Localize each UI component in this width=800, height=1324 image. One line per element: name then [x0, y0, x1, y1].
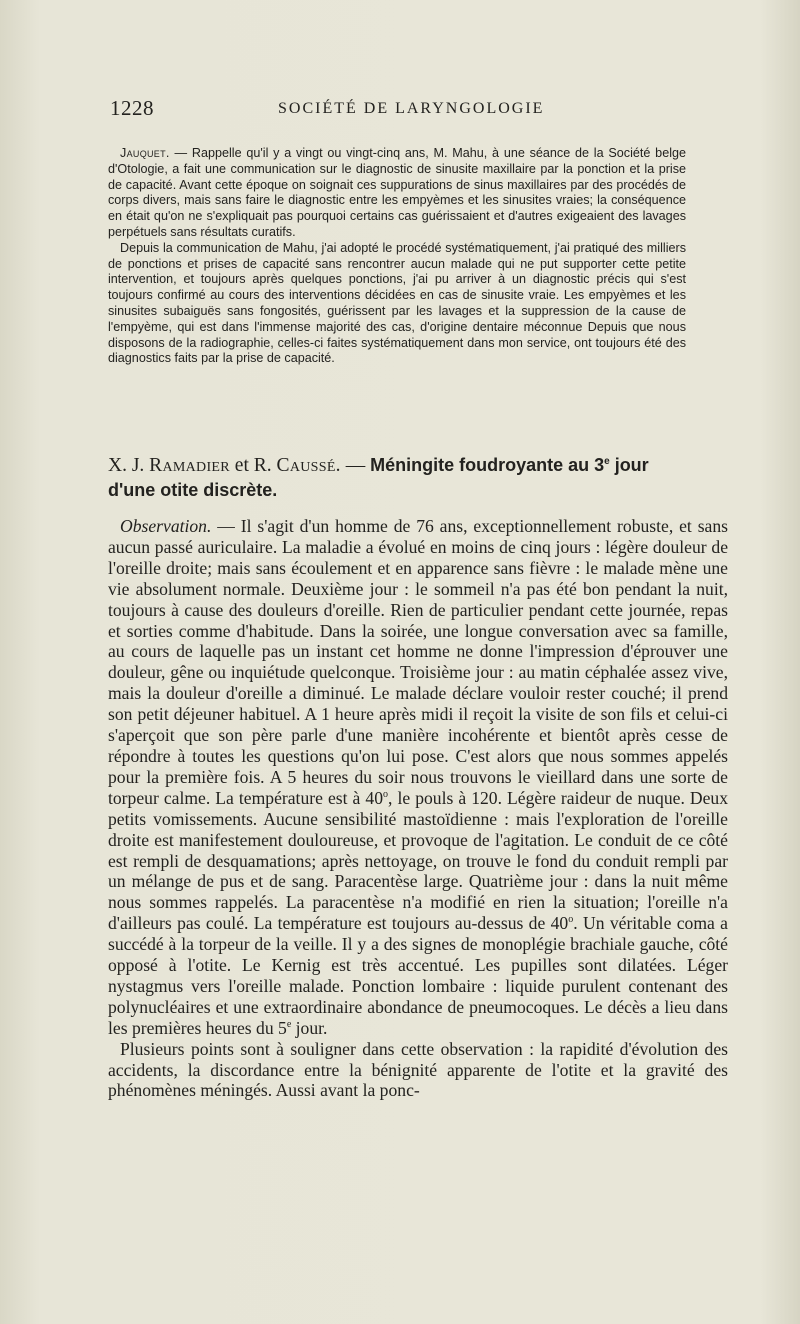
article-title: Méningite foudroyante au 3e jour d'une otite discrète. [108, 455, 649, 500]
author-name: Ramadier [149, 455, 230, 476]
discussion-section [108, 146, 686, 367]
article-body [108, 516, 728, 1101]
body-paragraph: Observation. — Il s'agit d'un homme de 76 ans, exceptionnellement robuste, et sans aucun passé auriculaire. La maladie a évolué en moins de cinq jours : légère douleur de l'oreille droite; mais sans écoulement et en apparence sans fièvre : le malade mène une vie absolument normale. Deuxième jour : le sommeil n'a pas été bon pendant la nuit, toujours à cause des douleurs d'oreille. Rien de particulier pendant cette journée, repas et sorties comme d'habitude. Dans la soirée, une longue conversation avec sa famille, au cours de laquelle pas un instant cet homme ne donne l'impression d'éprouver une douleur, gêne ou inquiétude quelconque. Troisième jour : au matin céphalée assez vive, mais la douleur d'oreille a diminué. Le malade déclare vouloir rester couché; il prend son petit déjeuner habituel. A 1 heure après midi il reçoit la visite de son fils et celui-ci s'aperçoit que son père parle d'une manière incohérente et bientôt après cesse de répondre à toutes les questions qu'on lui pose. C'est alors que nous sommes appelés pour la première fois. A 5 heures du soir nous trouvons le vieillard dans une sorte de torpeur calme. La température est à 40$^o$, le pouls à 120. Légère raideur de nuque. Deux petits vomissements. Aucune sensibilité mastoïdienne : mais l'exploration de l'oreille droite est manifestement douloureuse, et provoque de l'agitation. Le conduit de ce côté est rempli de desquamations; après nettoyage, on trouve le fond du conduit rempli par un mélange de pus et de sang. Paracentèse large. Quatrième jour : dans la nuit même nous sommes rappelés. La paracentèse n'a modifié en rien la situation; l'oreille n'a d'ailleurs pas coulé. La température est toujours au-dessus de 40$^o$. Un véritable coma a succédé à la torpeur de la veille. Il y a des signes de monoplégie brachiale gauche, côté opposé à l'otite. Le Kernig est très accentué. Les pupilles sont dilatées. Léger nystagmus vers l'oreille malade. Ponction lombaire : liquide purulent contenant des polynucléaires et une extraordinaire abondance de pneumocoques. Le décès a lieu dans les premières heures du 5e jour. [108, 516, 728, 1038]
title-dash: — [340, 455, 371, 476]
author-name: Caussé. [276, 455, 341, 476]
article-heading [108, 453, 688, 503]
authors-prefix: X. J. [108, 455, 150, 476]
discussion-text: — Rappelle qu'il y a vingt ou vingt-cinq ans, M. Mahu, à une séance de la Société belge d'Otologie, a fait une communication sur le diagnostic de sinusite maxillaire par la ponction et la prise de capacité. Avant cette époque on soignait ces suppurations de sinus maxillaires par des procédés de corps divers, mais sans faire le diagnostic entre les empyèmes et les sinusites vraies; la conséquence en était qu'on ne s'expliquait pas pourquoi certains cas guérissaient et d'autres exigeaient des lavages perpétuels sans résultats curatifs. [108, 146, 686, 239]
page-header [110, 96, 690, 126]
body-paragraph: Plusieurs points sont à souligner dans cette observation : la rapidité d'évolution des accidents, la discordance entre la bénignité apparente de l'otite et la gravité des phénomènes méningés. Aussi avant la ponc- [108, 1038, 728, 1101]
running-title: SOCIÉTÉ DE LARYNGOLOGIE [278, 100, 545, 117]
authors-join: et R. [229, 455, 277, 476]
discussion-paragraph: Depuis la communication de Mahu, j'ai adopté le procédé systématiquement, j'ai pratiqué des milliers de ponctions et prises de capacité sans rencontrer aucun malade qui ne put supporter cette petite intervention, et toujours après quelques ponctions, j'ai pu arriver à un diagnostic précis qui s'est toujours confirmé au cours des interventions décidées en cas de sinusite vraie. Les empyèmes et les sinusites subaiguës sans fongosités, guérissent par les lavages et la suppression de la cause de l'empyème, qui est dans l'immense majorité des cas, d'origine dentaire méconnue Depuis que nous disposons de la radiographie, celles-ci faites systématiquement dans mon service, ont toujours été des diagnostics faits par la prise de capacité. [108, 240, 686, 366]
page-number: 1228 [110, 96, 154, 120]
speaker-name: Jauquet. [120, 146, 170, 160]
discussion-paragraph [108, 146, 686, 241]
observation-label: Observation. [120, 516, 212, 536]
